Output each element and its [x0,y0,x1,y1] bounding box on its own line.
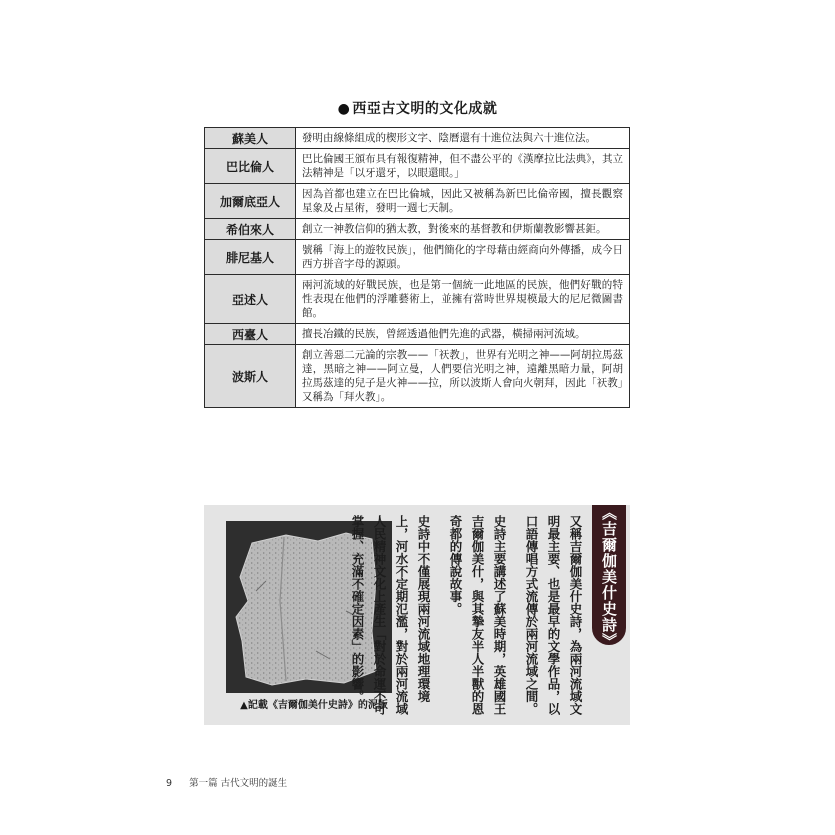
civilization-table [204,127,630,408]
civilization-achievement: 號稱「海上的遊牧民族」，他們簡化的字母藉由經商向外傳播，成今日西方拼音字母的源頭。 [296,240,630,275]
bullet-dot-icon: ● [337,101,351,117]
civilization-achievement: 創立一神教信仰的猶太教，對後來的基督教和伊斯蘭教影響甚鉅。 [296,219,630,240]
page-footer [166,775,287,789]
table-title-text: 西亞古文明的文化成就 [352,101,498,117]
table-title [0,98,835,118]
civilization-achievement: 擅長冶鐵的民族，曾經透過他們先進的武器，橫掃兩河流域。 [296,324,630,345]
civilization-achievement: 發明由線條組成的楔形文字、陰曆還有十進位法與六十進位法。 [296,128,630,149]
epic-title-badge: 《吉爾伽美什史詩》 [592,505,626,645]
table-row [205,275,630,324]
civilization-achievement: 兩河流域的好戰民族，也是第一個統一此地區的民族，他們好戰的特性表現在他們的浮雕藝術上，並擁有當時世界規模最大的尼尼微圖書館。 [296,275,630,324]
table-row [205,219,630,240]
table-row [205,345,630,408]
table-row [205,184,630,219]
table-row [205,324,630,345]
civilization-name: 加爾底亞人 [205,184,296,219]
epic-sidebar-panel [204,505,630,725]
epic-vertical-text [336,515,586,719]
epic-paragraph: 又稱吉爾伽美什史詩，為兩河流域文明最主要、也是最早的文學作品，以口語傳唱方式流傳於兩河流域之間。 [524,515,583,715]
civilization-achievement: 因為首都也建立在巴比倫城，因此又被稱為新巴比倫帝國，擅長觀察星象及占星術，發明一週七天制。 [296,184,630,219]
table-row [205,128,630,149]
civilization-name: 蘇美人 [205,128,296,149]
civilization-name: 西臺人 [205,324,296,345]
civilization-name: 腓尼基人 [205,240,296,275]
civilization-name: 亞述人 [205,275,296,324]
civilization-achievement: 巴比倫國王頒布具有報復精神，但不盡公平的《漢摩拉比法典》，其立法精神是「以牙還牙，以眼還眼。」 [296,149,630,184]
table-row [205,149,630,184]
civilization-name: 巴比倫人 [205,149,296,184]
epic-paragraph: 史詩中不僅展現兩河流域地理環境上，河水不定期氾濫，對於兩河流域人民精神文化上產生「對於命運不可掌握、充滿不確定因素」的影響。 [350,515,431,715]
civilization-achievement: 創立善惡二元論的宗教——「祆教」，世界有光明之神——阿胡拉馬茲達，黑暗之神——阿立曼，人們要信光明之神，遠離黑暗力量，阿胡拉馬茲達的兒子是火神——拉，所以波斯人會向火朝拜，因此「祆教」又稱為「拜火教」。 [296,345,630,408]
civilization-name: 希伯來人 [205,219,296,240]
chapter-title: 第一篇 古代文明的誕生 [189,778,288,789]
civilization-name: 波斯人 [205,345,296,408]
tablet-caption: ▲記載《吉爾伽美什史詩》的泥版 [240,700,388,711]
epic-paragraph: 史詩主要講述了蘇美時期，英雄國王吉爾伽美什，與其摯友半人半獸的恩奇都的傳說故事。 [448,515,507,715]
page-number: 9 [166,778,173,789]
table-row [205,240,630,275]
